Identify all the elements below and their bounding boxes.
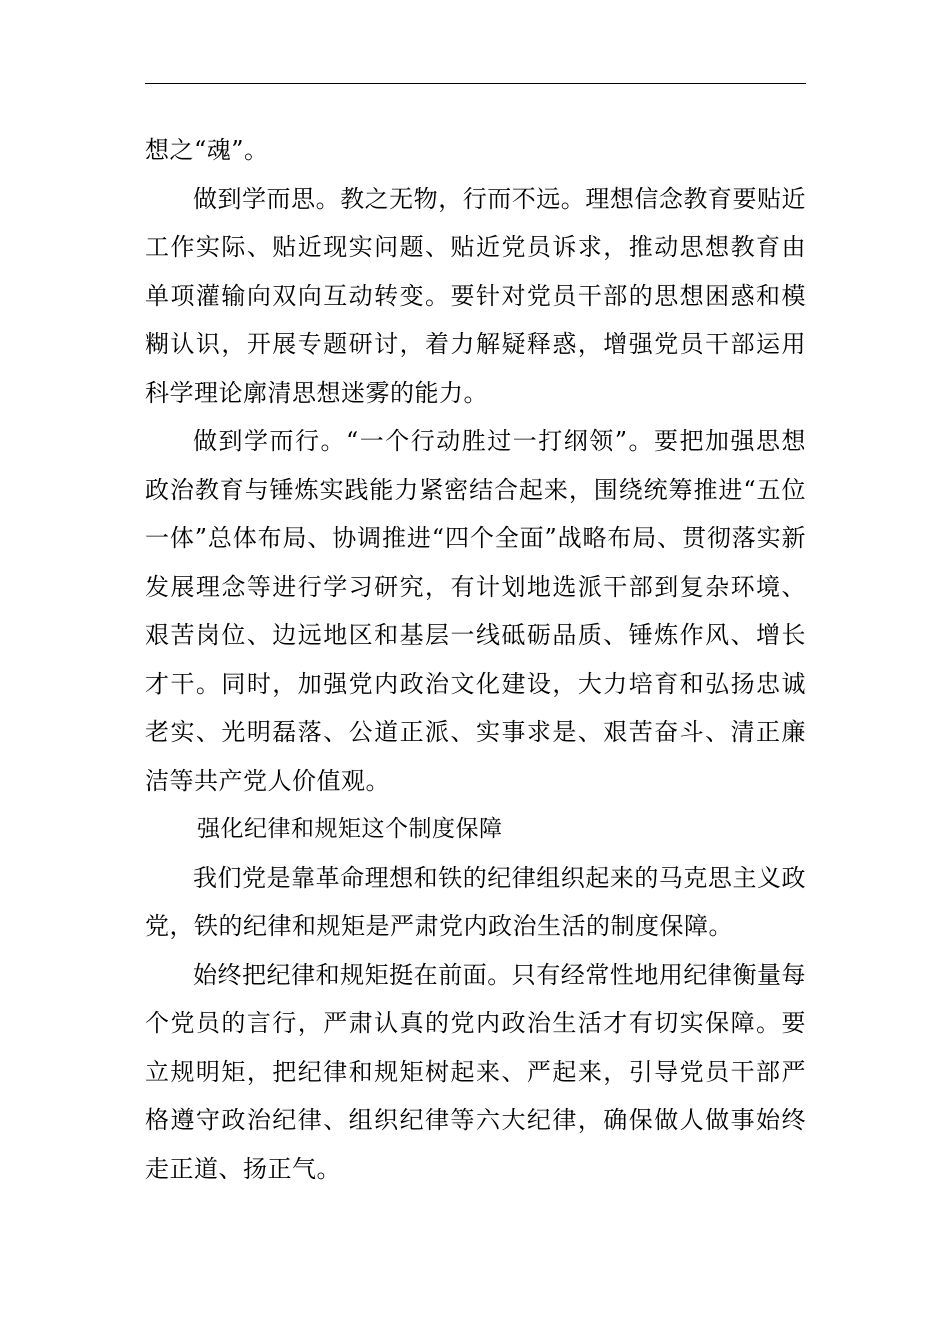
paragraph-discipline-first: 始终把纪律和规矩挺在前面。只有经常性地用纪律衡量每个党员的言行，严肃认真的党内政治生活才有切实保障。要立规明矩，把纪律和规矩树起来、严起来，引导党员干部严格遵守政治纪律、组织纪律等六大纪律，确保做人做事始终走正道、扬正气。 [145, 960, 806, 1183]
document-body [145, 126, 806, 1193]
paragraph-discipline-intro: 我们党是靠革命理想和铁的纪律组织起来的马克思主义政党，铁的纪律和规矩是严肃党内政治生活的制度保障。 [145, 863, 806, 940]
continuation-paragraph: 想之“魂”。 [145, 136, 269, 164]
header-rule [145, 83, 806, 84]
paragraph-study-and-think: 做到学而思。教之无物，行而不远。理想信念教育要贴近工作实际、贴近现实问题、贴近党员诉求，推动思想教育由单项灌输向双向互动转变。要针对党员干部的思想困惑和模糊认识，开展专题研讨，着力解疑释惑，增强党员干部运用科学理论廓清思想迷雾的能力。 [145, 184, 806, 407]
paragraph-study-and-act: 做到学而行。“一个行动胜过一打纲领”。要把加强思想政治教育与锤炼实践能力紧密结合起来，围绕统筹推进“五位一体”总体布局、协调推进“四个全面”战略布局、贯彻落实新发展理念等进行学习研究，有计划地选派干部到复杂环境、艰苦岗位、边远地区和基层一线砥砺品质、锤炼作风、增长才干。同时，加强党内政治文化建设，大力培育和弘扬忠诚老实、光明磊落、公道正派、实事求是、艰苦奋斗、清正廉洁等共产党人价值观。 [145, 427, 806, 795]
section-heading: 强化纪律和规矩这个制度保障 [197, 816, 503, 842]
